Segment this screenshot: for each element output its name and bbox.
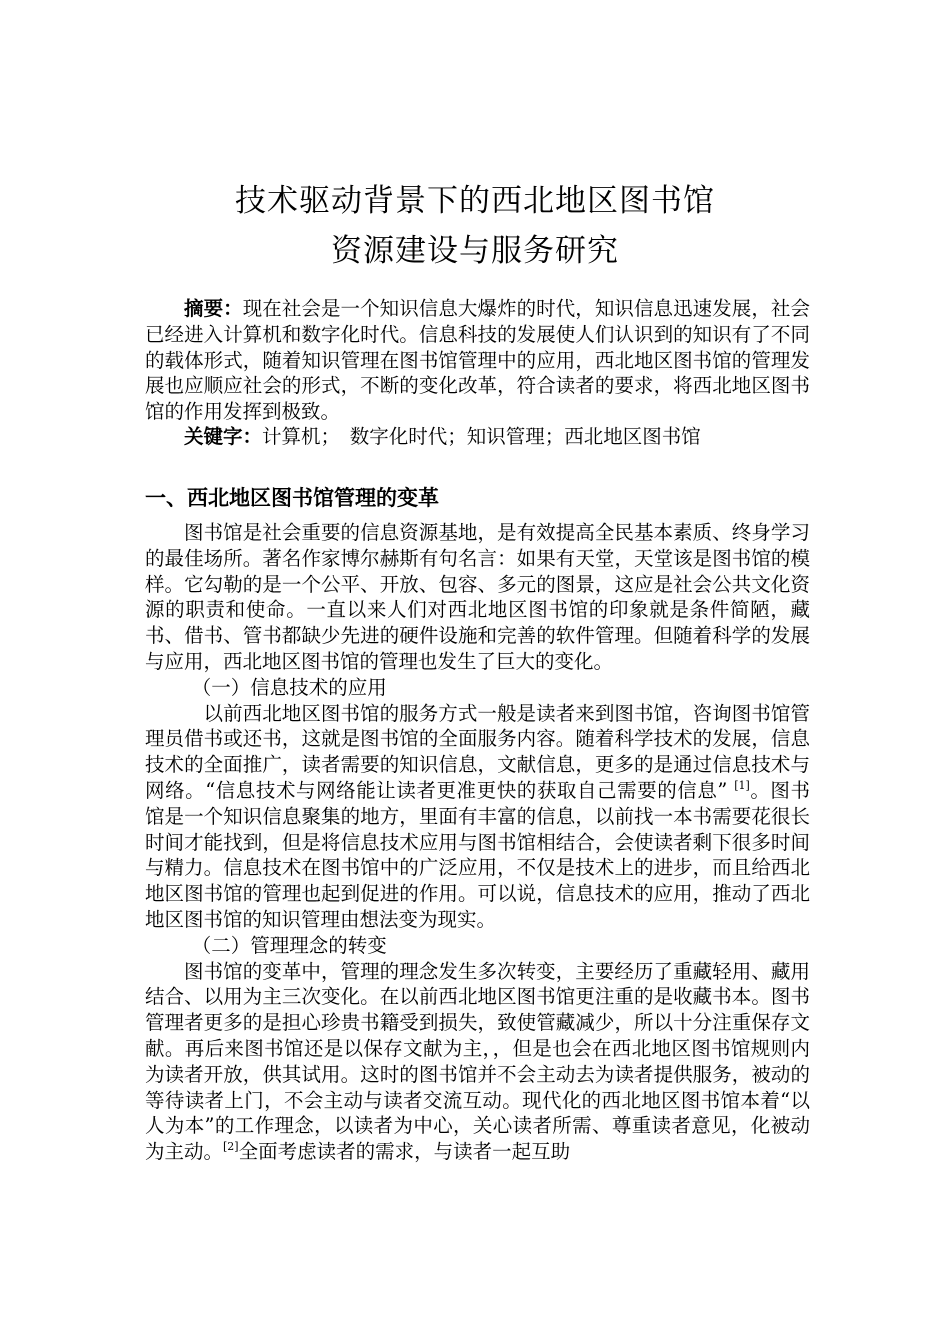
sub1-text-b: 。图书馆是一个知识信息聚集的地方，里面有丰富的信息，以前找一本书需要花很长时间才能找到，但是将信息技术应用与图书馆相结合，会使读者剩下很多时间与精力。信息技术在图书馆中的广泛应用，不仅是技术上的进步，而且给西北地区图书馆的管理也起到促进的作用。可以说，信息技术的应用，推动了西北地区图书馆的知识管理由想法变为现实。	[145, 778, 810, 931]
abstract	[145, 296, 810, 425]
reference-1[interactable]: [1]	[734, 778, 750, 792]
intro-paragraph: 图书馆是社会重要的信息资源基地，是有效提高全民基本素质、终身学习的最佳场所。著名作家博尔赫斯有句名言：如果有天堂，天堂该是图书馆的模样。它勾勒的是一个公平、开放、包容、多元的图景，这应是社会公共文化资源的职责和使命。一直以来人们对西北地区图书馆的印象就是条件简陋，藏书、借书、管书都缺少先进的硬件设施和完善的软件管理。但随着科学的发展与应用，西北地区图书馆的管理也发生了巨大的变化。	[145, 521, 810, 673]
title-line-1: 技术驱动背景下的西北地区图书馆	[235, 183, 715, 219]
sub2-text-a: 图书馆的变革中，管理的理念发生多次转变，主要经历了重藏轻用、藏用结合、以用为主三次变化。在以前西北地区图书馆更注重的是收藏书本。图书管理者更多的是担心珍贵书籍受到损失，致使管藏减少，所以十分注重保存文献。再后来图书馆还是以保存文献为主，，但是也会在西北地区图书馆规则内为读者开放，供其试用。这时的图书馆并不会主动去为读者提供服务，被动的等待读者上门，不会主动与读者交流互动。现代化的西北地区图书馆本着“以人为本”的工作理念，以读者为中心，关心读者所需、尊重读者意见，化被动为主动。	[145, 959, 810, 1164]
section-heading: 一、西北地区图书馆管理的变革	[145, 486, 439, 510]
subsection-heading-2: （二）管理理念的转变	[191, 933, 387, 957]
section-body	[145, 520, 810, 1165]
keywords-label: 关键字：	[184, 425, 263, 448]
sub1-text-a: 以前西北地区图书馆的服务方式一般是读者来到图书馆，咨询图书馆管理员借书或还书，这就是图书馆的全面服务内容。随着科学技术的发展，信息技术的全面推广，读者需要的知识信息，文献信息，更多的是通过信息技术与网络。“信息技术与网络能让读者更准更快的获取自己需要的信息”	[145, 701, 810, 802]
reference-2[interactable]: [2]	[223, 1140, 239, 1154]
paper-title	[0, 176, 950, 276]
title-line-2: 资源建设与服务研究	[331, 233, 619, 269]
keywords-text: 计算机； 数字化时代；知识管理；西北地区图书馆	[262, 425, 701, 448]
keywords	[145, 424, 810, 450]
sub2-text-b: 全面考虑读者的需求，与读者一起互助	[238, 1140, 571, 1164]
keywords-paragraph	[145, 424, 810, 450]
abstract-paragraph	[145, 296, 810, 425]
abstract-text: 现在社会是一个知识信息大爆炸的时代，知识信息迅速发展，社会已经进入计算机和数字化时代。信息科技的发展使人们认识到的知识有了不同的载体形式，随着知识管理在图书馆管理中的应用，西北地区图书馆的管理发展也应顺应社会的形式，不断的变化改革，符合读者的要求，将西北地区图书馆的作用发挥到极致。	[145, 297, 810, 424]
abstract-label: 摘要：	[184, 297, 243, 320]
subsection-2-paragraph	[145, 959, 810, 1165]
subsection-heading-1: （一）信息技术的应用	[191, 675, 387, 699]
subsection-1-paragraph	[145, 701, 810, 933]
